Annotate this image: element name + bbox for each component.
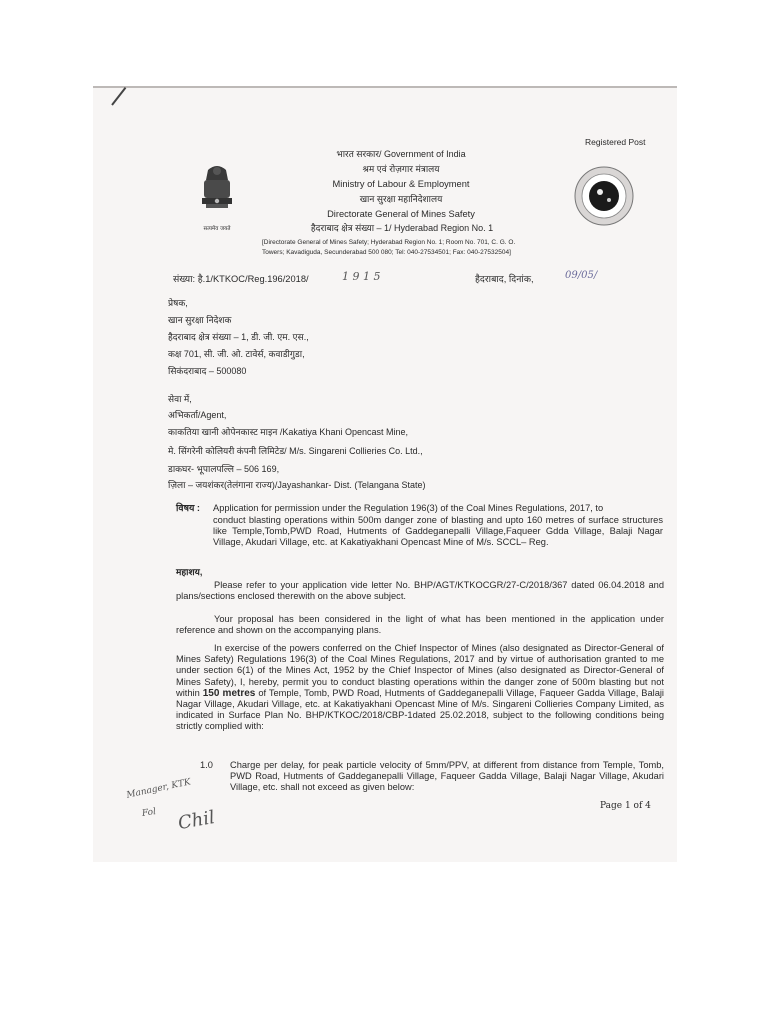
recipient-line: अभिकर्ता/Agent, xyxy=(168,410,227,420)
national-emblem-icon xyxy=(194,162,240,228)
recipient-line: ज़िला – जयशंकर(तेलंगाना राज्य)/Jayashankar- Dist. (Telangana State) xyxy=(168,480,426,490)
date-label: हैदराबाद, दिनांक, xyxy=(475,274,534,284)
paragraph-permission: In exercise of the powers conferred on the Chief Inspector of Mines (also designated as Director-General of Mines Safety) Regulations 196(3) of the Coal Mines Regulations, 2017 and by virtue of authorisation granted to me under section 6(1) of the Mines Act, 1952 by the Chief Inspector of Mines (also designated as Director-General of Mines Safety), I, hereby, permit you to conduct blasting operations within the danger zone of 500m blasting but not within 150 metres of Temple, Tomb, PWD Road, Hutments of Gaddeganepalli Village, Faqueer Gadda Village, Balaji Nagar Village, Akudari Village, etc. at Kakatiyakhani Opencast Mine of M/s. Singareni Collieries Company Limited, as indicated in Surface Plan No. BHP/KTKOC/2018/CBP-1dated 25.02.2018, subject to the following conditions being strictly complied with: xyxy=(176,643,664,732)
initials-signature: Chil xyxy=(176,806,217,835)
condition-text: Charge per delay, for peak particle velocity of 5mm/PPV, at different from distance from Temple, Tomb, PWD Road, Hutments of Gaddeganepalli Village, Faqueer Gadda Village, Balaji Nagar Village, Akudari Village, etc. shall not exceed as given below: xyxy=(230,760,664,793)
recipient-line: डाकघर- भूपालपल्लि – 506 169, xyxy=(168,464,280,474)
reference-number-handwritten: 1 9 1 5 xyxy=(342,270,381,283)
margin-note-handwritten: Fol xyxy=(141,807,157,819)
region-line: हैदराबाद क्षेत्र संख्या – 1/ Hyderabad Region No. 1 xyxy=(310,223,494,233)
subject-label: विषय : xyxy=(176,503,201,513)
recipient-line: सेवा में, xyxy=(168,394,192,404)
reference-number: संख्या: है.1/KTKOC/Reg.196/2018/ xyxy=(173,274,309,284)
recipient-line: काकतिया खानी ओपेनकास्ट माइन /Kakatiya Khani Opencast Mine, xyxy=(168,427,408,437)
date-handwritten: 09/05/ xyxy=(565,270,598,281)
page-number: Page 1 of 4 xyxy=(600,801,651,811)
dgms-hindi: खान सुरक्षा महानिदेशालय xyxy=(359,194,443,204)
subject-text: conduct blasting operations within 500m danger zone of blasting and upto 160 metres of surface structures like Temple,Tomb,PWD Road, Hutments of Gaddeganepalli Village,Faqueer Gdda Village, Balaji Nagar Village, Akudari Village, etc. at Kakatiyakhani Opencast Mine of M/s. SCCL– Reg. xyxy=(213,515,663,548)
ministry-hindi: श्रम एवं रोज़गार मंत्रालय xyxy=(362,164,440,174)
recipient-line: मे. सिंगरेनी कोलियरी कंपनी लिमिटेड/ M/s. Singareni Collieries Co. Ltd., xyxy=(168,446,423,456)
address-line-2: Towers; Kavadiguda, Secunderabad 500 080; Tel: 040-27534501; Fax: 040-27532504] xyxy=(262,249,511,256)
margin-note-handwritten: Manager, KTK xyxy=(125,777,192,801)
government-line: भारत सरकार/ Government of India xyxy=(336,149,466,159)
ministry-english: Ministry of Labour & Employment xyxy=(332,179,470,189)
registered-post-label: Registered Post xyxy=(585,137,646,147)
address-line-1: [Directorate General of Mines Safety; Hyderabad Region No. 1; Room No. 701, C. G. O. xyxy=(262,239,516,246)
paragraph-proposal: Your proposal has been considered in the light of what has been mentioned in the application under reference and shown on the accompanying plans. xyxy=(176,614,664,636)
condition-number: 1.0 xyxy=(200,760,213,770)
sender-line: कक्ष 701, सी. जी. ओ. टावेर्स, कवाडीगुडा, xyxy=(168,349,305,359)
dgms-english: Directorate General of Mines Safety xyxy=(327,209,475,219)
subject-first-line: Application for permission under the Regulation 196(3) of the Coal Mines Regulations, 2017, to xyxy=(213,503,604,513)
salutation: महाशय, xyxy=(176,567,203,577)
sender-line: हैदराबाद क्षेत्र संख्या – 1, डी. जी. एम. एस., xyxy=(168,332,309,342)
emblem-caption: सत्यमेव जयते xyxy=(203,226,231,232)
sender-line: सिकंदराबाद – 500080 xyxy=(168,366,247,376)
sender-line: खान सुरक्षा निदेशक xyxy=(168,315,232,325)
page-top-edge xyxy=(93,86,677,88)
sender-line: प्रेषक, xyxy=(168,298,188,308)
dgms-seal-icon xyxy=(574,166,634,226)
paragraph-reference: Please refer to your application vide letter No. BHP/AGT/KTKOCGR/27-C/2018/367 dated 06.04.2018 and plans/sections enclosed therewith on the above subject. xyxy=(176,580,664,602)
